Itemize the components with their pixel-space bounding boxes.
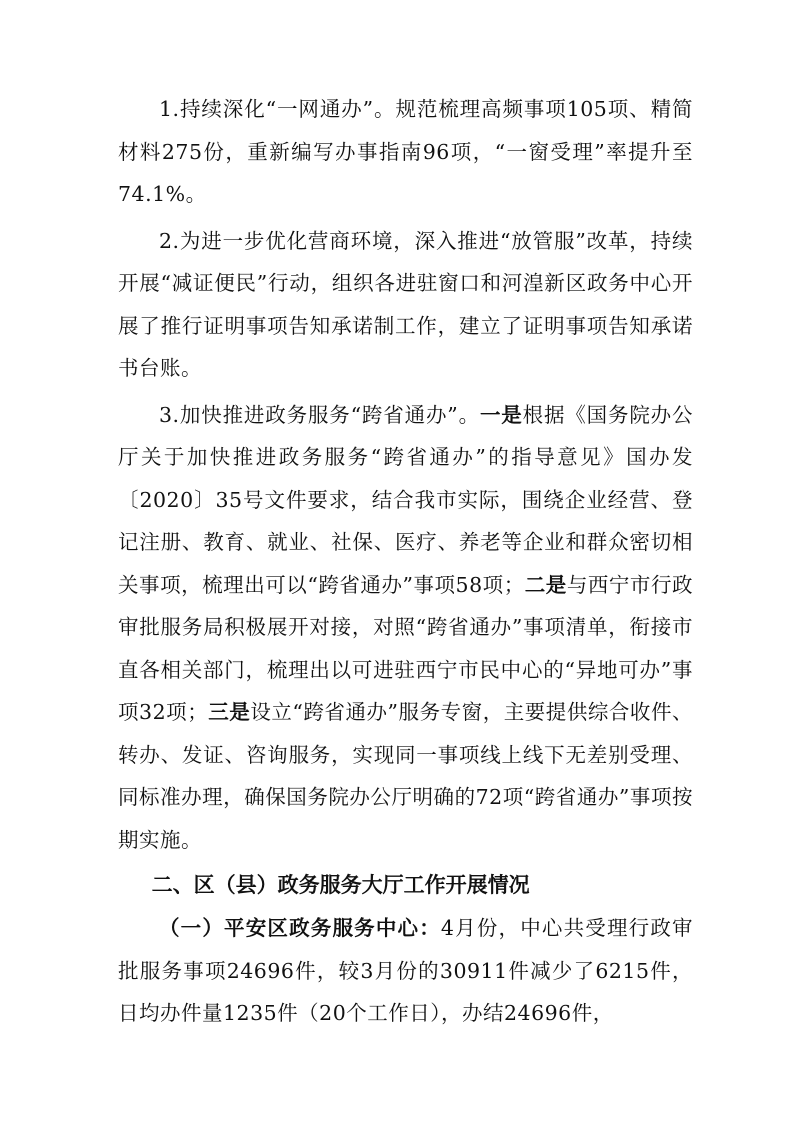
pingan-center-lead: （一）平安区政务服务中心： [159,916,441,940]
cross-province-intro: 3.加快推进政务服务“跨省通办”。 [159,402,480,427]
point-three-marker: 三是 [208,700,251,724]
paragraph-cross-province [118,394,693,862]
point-two-marker: 二是 [524,572,567,597]
paragraph-pingan-center [118,907,693,1035]
point-two-text: 与西宁市行政审批服务局积极展开对接，对照“跨省通办”事项清单，衔接市直各相关部门，梳理出以可进驻西宁市民中心的“异地可办”事项32项； [118,572,694,724]
paragraph-reduce-certificates: 2.为进一步优化营商环境，深入推进“放管服”改革，持续开展“减证便民”行动，组织各进驻窗口和河湟新区政务中心开展了推行证明事项告知承诺制工作，建立了证明事项告知承诺书台账。 [118,228,693,380]
pingan-center-text: 4月份，中心共受理行政审批服务事项24696件，较3月份的30911件减少了6215件，日均办件量1235件（20个工作日），办结24696件， [118,916,694,1025]
point-three-text: 设立“跨省通办”服务专窗，主要提供综合收件、转办、发证、咨询服务，实现同一事项线上线下无差别受理、同标准办理，确保国务院办公厅明确的72项“跨省通办”事项按期实施。 [118,700,694,852]
point-one-text: 根据《国务院办公厅关于加快推进政务服务“跨省通办”的指导意见》国办发〔2020〕35号文件要求，结合我市实际，围绕企业经营、登记注册、教育、就业、社保、医疗、养老等企业和群众密切相关事项，梳理出可以“跨省通办”事项58项； [118,402,694,597]
document-body [118,88,693,1035]
section-heading-district-halls: 二、区（县）政务服务大厅工作开展情况 [151,873,530,897]
paragraph-one-network: 1.持续深化“一网通办”。规范梳理高频事项105项、精简材料275份，重新编写办事指南96项，“一窗受理”率提升至74.1%。 [118,97,693,206]
point-one-marker: 一是 [479,402,523,427]
